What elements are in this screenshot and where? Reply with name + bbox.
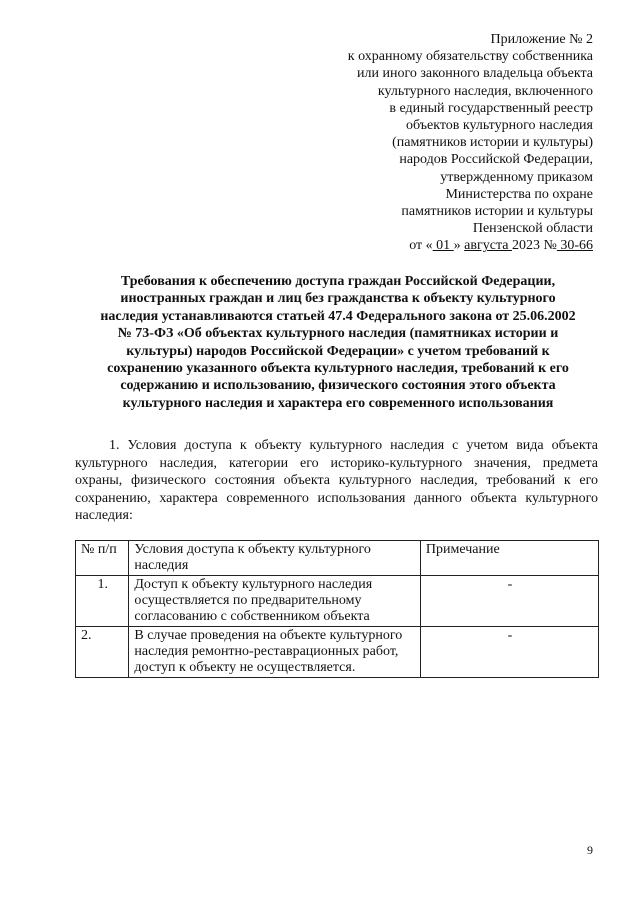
appendix-line: (памятников истории и культуры) (392, 135, 593, 151)
date-mid: » (453, 238, 461, 254)
heading-line: сохранению указанного объекта культурного наследия, требований к его (107, 361, 569, 377)
requirements-heading (78, 273, 598, 412)
row-number: 1. (76, 576, 129, 627)
paragraph-body (75, 437, 598, 525)
row-note: - (420, 576, 598, 627)
order-number: 30-66 (556, 238, 593, 254)
heading-line: наследия устанавливаются статьей 47.4 Федерального закона от 25.06.2002 (100, 308, 576, 324)
heading-line: иностранных граждан и лиц без гражданства к объекту культурного (120, 291, 556, 307)
header-number: № п/п (76, 541, 129, 576)
row-number: 2. (76, 627, 129, 678)
appendix-line: утвержденному приказом (440, 169, 593, 185)
appendix-line: объектов культурного наследия (405, 118, 593, 134)
order-year-no: 2023 № (511, 238, 557, 254)
appendix-line: Пензенской области (472, 221, 593, 237)
table-row (76, 576, 599, 627)
order-day: 01 (432, 238, 454, 254)
heading-line: содержанию и использованию, физического состояния этого объекта (120, 378, 556, 394)
heading-line: Требования к обеспечению доступа граждан Российской Федерации, (120, 274, 556, 289)
table-row (76, 627, 599, 678)
appendix-line: к охранному обязательству собственника (347, 49, 593, 65)
heading-line: культурного наследия и характера его современного использования (122, 395, 554, 411)
row-note: - (420, 627, 598, 678)
date-prefix: от « (409, 238, 433, 254)
paragraph-text: Условия доступа к объекту культурного наследия с учетом вида объекта культурного наследия, категории его историко-культурного значения, предмета охраны, физического состояния объекта культурного наследия, требований к его сохранению, характера современного использования данного объекта культурного наследия: (75, 438, 598, 524)
order-date-line (263, 237, 593, 254)
row-condition: Доступ к объекту культурного наследия осуществляется по предварительному согласованию с собственником объекта (129, 576, 421, 627)
table-header-row (76, 541, 599, 576)
row-condition: В случае проведения на объекте культурного наследия ремонтно-реставрационных работ, доступ к объекту не осуществляется. (129, 627, 421, 678)
order-month: августа (464, 238, 512, 254)
appendix-line: или иного законного владельца объекта (357, 66, 593, 82)
appendix-line: в единый государственный реестр (389, 100, 593, 116)
appendix-line: культурного наследия, включенного (377, 83, 593, 99)
appendix-line: народов Российской Федерации, (399, 152, 593, 168)
heading-line: № 73-ФЗ «Об объектах культурного наследия (памятниках истории и (117, 326, 559, 342)
appendix-line: Министерства по охране (445, 186, 593, 202)
appendix-header (263, 31, 593, 255)
header-condition: Условия доступа к объекту культурного наследия (129, 541, 421, 576)
access-conditions-table (75, 540, 599, 678)
page-number: 9 (587, 843, 593, 857)
header-note: Примечание (420, 541, 598, 576)
heading-line: культуры) народов Российской Федерации» с учетом требований к (126, 343, 550, 359)
appendix-line: памятников истории и культуры (401, 204, 593, 220)
access-conditions-paragraph (75, 437, 598, 525)
appendix-line: Приложение № 2 (490, 32, 593, 47)
paragraph-number: 1. (109, 438, 120, 453)
